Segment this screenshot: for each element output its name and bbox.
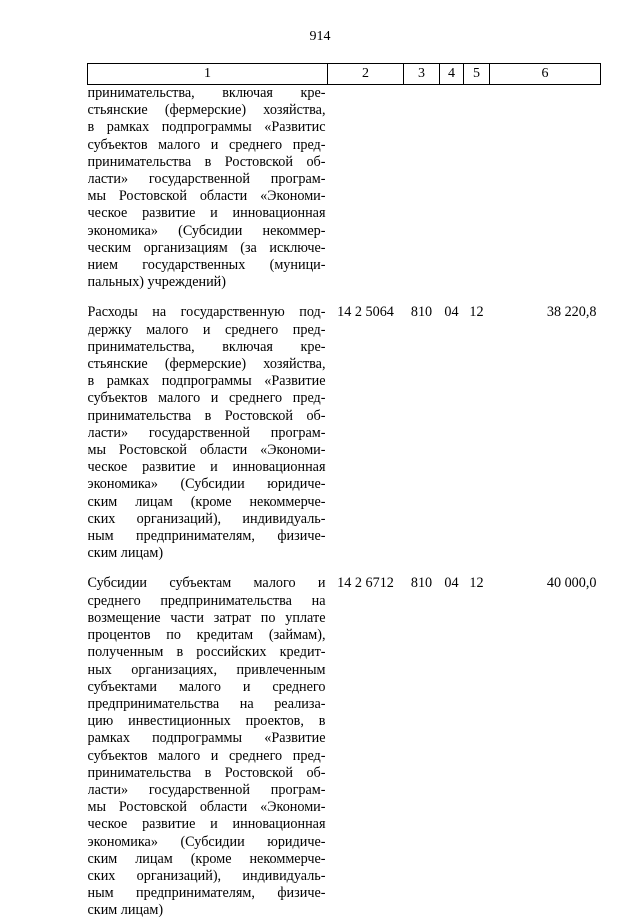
section-code: 04 — [444, 575, 459, 592]
description-line: ласти» государственной програм- — [87, 781, 326, 798]
target-article-code: 14 2 5064 — [337, 304, 394, 321]
description-line: процентов по кредитам (займам), — [87, 627, 326, 644]
target-article-code: 14 2 6712 — [337, 575, 394, 592]
expense-type-code: 810 — [410, 575, 433, 592]
column-header-1: 1 — [88, 64, 328, 85]
description-line: ческое развитие и инновационная — [87, 816, 326, 833]
description-line: экономика» (Субсидии некоммер- — [87, 222, 326, 239]
column-header-5: 5 — [464, 64, 490, 85]
description-line: экономика» (Субсидии юридиче- — [87, 833, 326, 850]
section-code: 04 — [444, 304, 459, 321]
expense-description — [88, 85, 328, 300]
description-line: рамках подпрограммы «Развитие — [87, 730, 326, 747]
table-row — [88, 85, 601, 300]
description-line: возмещение части затрат по уплате — [87, 609, 326, 626]
description-line: ческое развитие и инновационная — [87, 459, 326, 476]
description-line: Расходы на государственную под- — [87, 304, 326, 321]
subsection-code: 12 — [469, 575, 484, 592]
description-line: мы Ростовской области «Экономи- — [87, 799, 326, 816]
description-line: в рамках подпрограммы «Развитис — [87, 119, 326, 136]
description-line: ским лицам (кроме некоммерче- — [87, 493, 326, 510]
description-line: цию инвестиционных проектов, в — [87, 713, 326, 730]
section-code — [440, 85, 464, 300]
description-line: ласти» государственной програм- — [87, 424, 326, 441]
table-row — [88, 570, 601, 919]
description-line: пальных) учреждений) — [87, 274, 226, 291]
column-header-6: 6 — [490, 64, 601, 85]
description-line: принимательства в Ростовской об- — [87, 153, 326, 170]
column-header-2: 2 — [328, 64, 404, 85]
description-line: ским лицам) — [87, 902, 164, 919]
description-line: экономика» (Субсидии юридиче- — [87, 476, 326, 493]
description-line: ческим организациям (за исключе- — [87, 239, 326, 256]
description-line: принимательства, включая кре- — [87, 85, 326, 101]
budget-table — [87, 63, 601, 920]
description-line: ных организациях, привлеченным — [87, 661, 326, 678]
description-line: стьянские (фермерские) хозяйства, — [87, 356, 326, 373]
amount-value — [490, 85, 601, 300]
expense-type-code — [404, 85, 440, 300]
subsection-code: 12 — [469, 304, 484, 321]
description-line: субъектами малого и среднего — [87, 678, 326, 695]
subsection-code — [464, 85, 490, 300]
description-line: в рамках подпрограммы «Развитие — [87, 373, 326, 390]
description-line: мы Ростовской области «Экономи- — [87, 442, 326, 459]
page-number: 914 — [309, 29, 331, 44]
description-line: нием государственных (муници- — [87, 257, 326, 274]
column-header-3: 3 — [404, 64, 440, 85]
amount-value: 38 220,8 — [546, 304, 597, 321]
description-line: ласти» государственной програм- — [87, 171, 326, 188]
description-line: принимательства в Ростовской об- — [87, 764, 326, 781]
description-line: держку малого и среднего пред- — [87, 321, 326, 338]
description-line: мы Ростовской области «Экономи- — [87, 188, 326, 205]
description-line: Субсидии субъектам малого и — [87, 575, 326, 592]
description-line: субъектов малого и среднего пред- — [87, 390, 326, 407]
description-line: ским лицам) — [87, 545, 164, 562]
description-line: принимательства в Ростовской об- — [87, 407, 326, 424]
header-row — [88, 64, 601, 85]
expense-description — [88, 299, 328, 570]
table-body — [88, 85, 601, 920]
description-line: ческое развитие и инновационная — [87, 205, 326, 222]
table-row — [88, 299, 601, 570]
description-line: полученным в российских кредит- — [87, 644, 326, 661]
description-line: ским лицам (кроме некоммерче- — [87, 850, 326, 867]
description-line: ских организаций), индивидуаль- — [87, 510, 326, 527]
description-line: среднего предпринимательства на — [87, 592, 326, 609]
target-article-code — [328, 85, 404, 300]
description-line: субъектов малого и среднего пред- — [87, 136, 326, 153]
description-line: стьянские (фермерские) хозяйства, — [87, 102, 326, 119]
amount-value: 40 000,0 — [546, 575, 597, 592]
description-line: принимательства, включая кре- — [87, 338, 326, 355]
column-header-4: 4 — [440, 64, 464, 85]
expense-type-code: 810 — [410, 304, 433, 321]
description-line: субъектов малого и среднего пред- — [87, 747, 326, 764]
description-line: предпринимательства на реализа- — [87, 695, 326, 712]
table-header — [88, 64, 601, 85]
description-line: ских организаций), индивидуаль- — [87, 867, 326, 884]
expense-description — [88, 570, 328, 919]
description-line: ным предпринимателям, физиче- — [87, 528, 326, 545]
description-line: ным предпринимателям, физиче- — [87, 885, 326, 902]
